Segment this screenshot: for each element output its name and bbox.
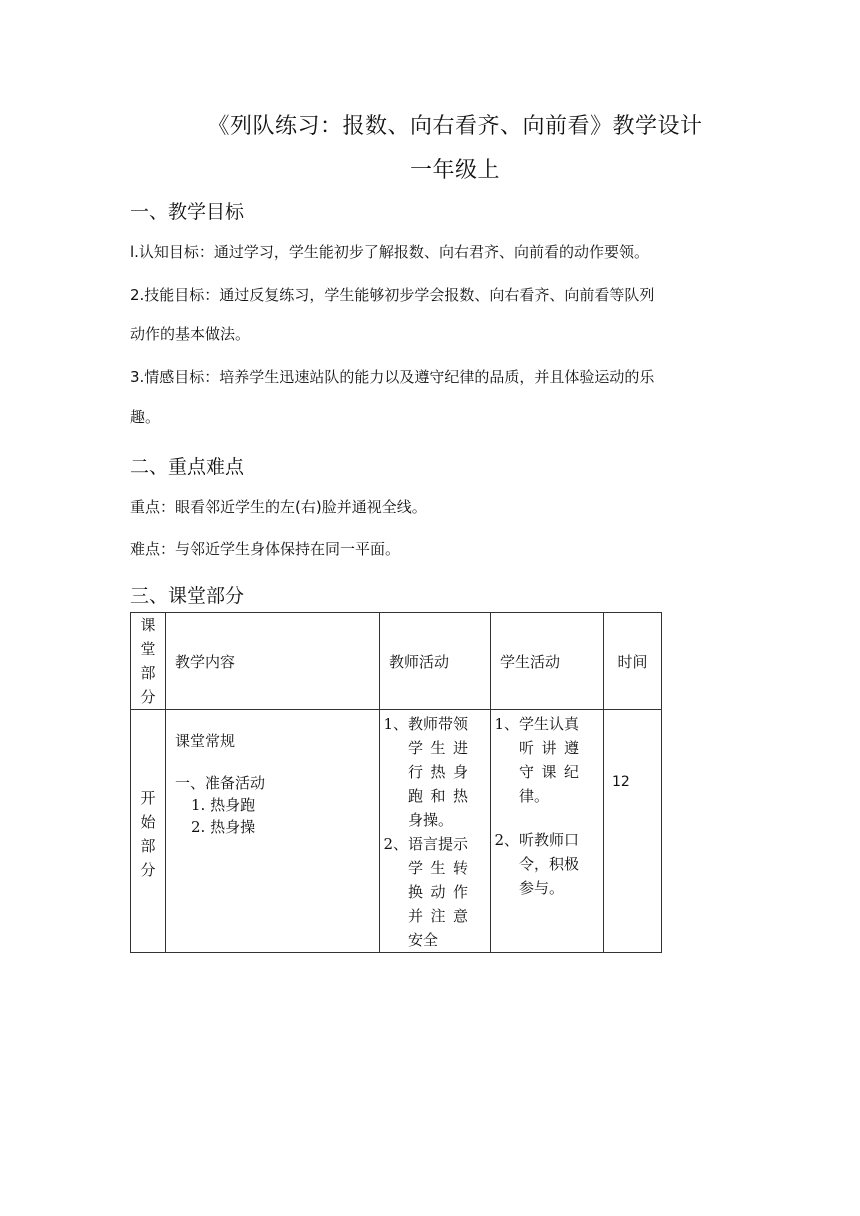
document-title: 《列队练习：报数、向右看齐、向前看》教学设计 (207, 114, 703, 139)
objective-cognitive: l.认知目标：通过学习，学生能初步了解报数、向右君齐、向前看的动作要领。 (130, 243, 649, 261)
row-part: 开 始 部 分 (131, 710, 166, 953)
difficulty-point: 难点：与邻近学生身体保持在同一平面。 (130, 540, 401, 558)
teacher-item: 1、 教师带领 学 生 进 行 热 身 跑 和 热 身操。 (383, 715, 469, 829)
row-student-activity (491, 710, 604, 953)
objective-emotion: 3.情感目标：培养学生迅速站队的能力以及遵守纪律的品质，并且体验运动的乐 (130, 368, 655, 386)
row-content (166, 710, 380, 953)
header-time: 时间 (604, 613, 662, 710)
document-subtitle: 一年级上 (409, 158, 500, 183)
table-header-row (131, 613, 662, 710)
content-item: 2. 热身操 (191, 818, 256, 836)
content-title: 课堂常规 (175, 732, 236, 750)
header-teacher-activity: 教师活动 (380, 613, 491, 710)
content-section: 一、准备活动 (175, 774, 266, 792)
student-item: 2、 听教师口 令，积极 参与。 (494, 831, 580, 897)
section-heading-class: 三、课堂部分 (130, 585, 245, 607)
section-heading-keypoints: 二、重点难点 (130, 456, 245, 478)
row-teacher-activity (380, 710, 491, 953)
header-content: 教学内容 (166, 613, 380, 710)
student-item: 1、 学生认真 听 讲 遵 守 课 纪 律。 (494, 715, 580, 805)
section-heading-objectives: 一、教学目标 (130, 201, 245, 223)
header-part: 课 堂 部 分 (131, 613, 166, 710)
content-item: 1. 热身跑 (191, 796, 256, 814)
objective-skill-cont: 动作的基本做法。 (130, 325, 251, 343)
table-row (131, 710, 662, 953)
teacher-item: 2、 语言提示 学 生 转 换 动 作 并 注 意 安全 (383, 835, 469, 949)
objective-emotion-cont: 趣。 (130, 408, 161, 426)
objective-skill: 2.技能目标：通过反复练习，学生能够初步学会报数、向右看齐、向前看等队列 (130, 286, 655, 304)
lesson-table (130, 612, 662, 953)
row-time: 12 (604, 710, 662, 953)
header-student-activity: 学生活动 (491, 613, 604, 710)
key-point: 重点：眼看邻近学生的左(右)脸并通视全线。 (130, 498, 427, 516)
